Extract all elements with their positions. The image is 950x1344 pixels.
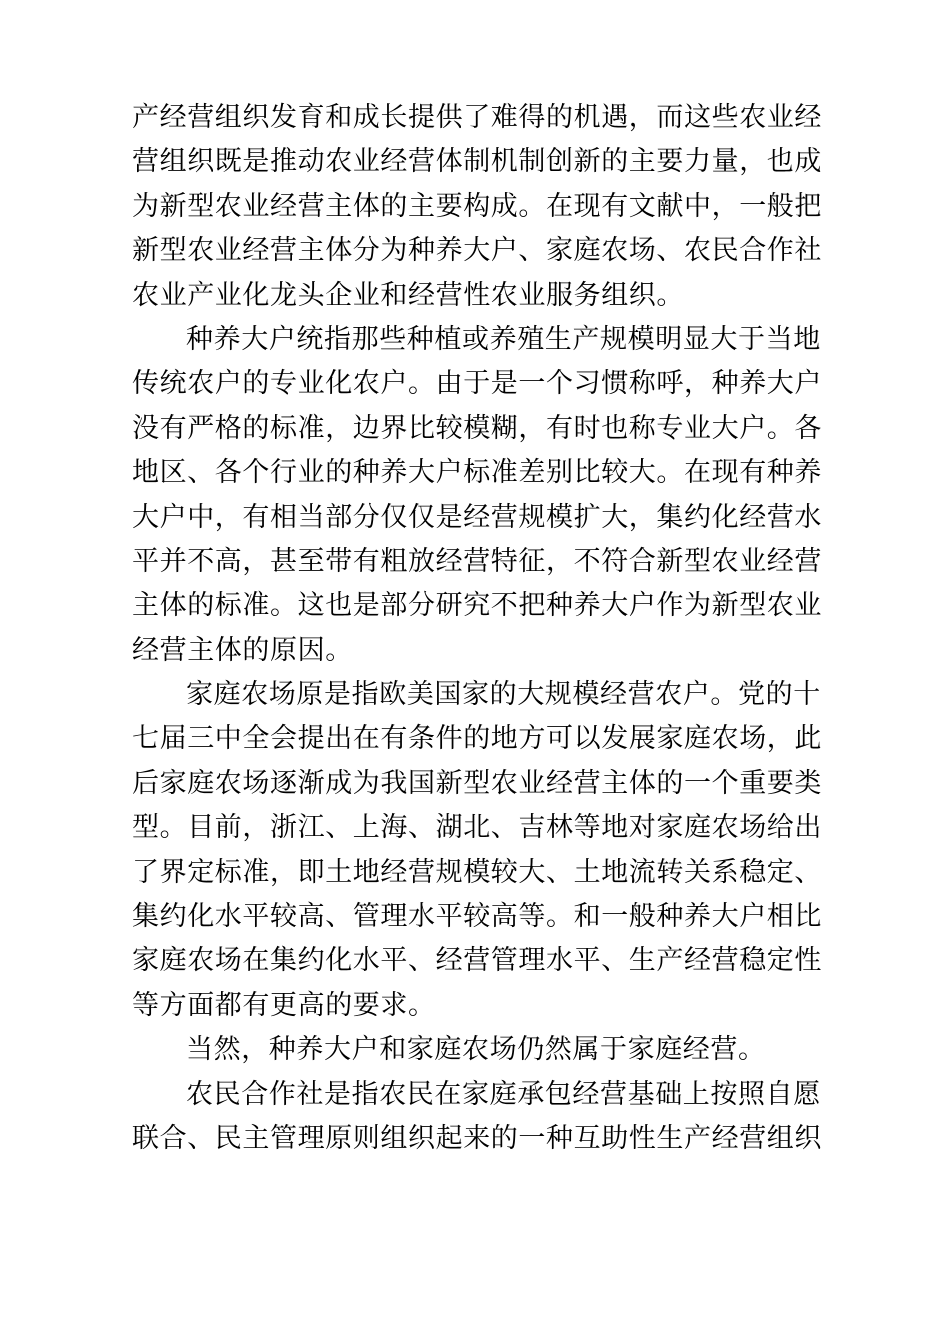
text-line: 经营主体的原因。 [132,634,353,666]
body-text [132,96,832,1161]
text-line: 型。目前，浙江、上海、湖北、吉林等地对家庭农场给出 [132,812,822,844]
text-line: 大户中，有相当部分仅仅是经营规模扩大，集约化经营水 [132,501,822,533]
text-line: 地区、各个行业的种养大户标准差别比较大。在现有种养 [132,457,822,489]
paragraph [132,1073,832,1162]
text-line: 传统农户的专业化农户。由于是一个习惯称呼，种养大户 [132,368,822,400]
text-line: 主体的标准。这也是部分研究不把种养大户作为新型农业 [132,590,822,622]
text-line: 没有严格的标准，边界比较模糊，有时也称专业大户。各 [132,412,822,444]
text-line: 家庭农场在集约化水平、经营管理水平、生产经营稳定性 [132,945,822,977]
paragraph [132,96,832,318]
text-line: 种养大户统指那些种植或养殖生产规模明显大于当地 [186,323,821,355]
text-line: 后家庭农场逐渐成为我国新型农业经营主体的一个重要类 [132,767,822,799]
text-line: 为新型农业经营主体的主要构成。在现有文献中，一般把 [132,190,822,222]
text-line: 农业产业化龙头企业和经营性农业服务组织。 [132,279,684,311]
text-line: 营组织既是推动农业经营体制机制创新的主要力量，也成 [132,146,822,178]
text-line: 家庭农场原是指欧美国家的大规模经营农户。党的十 [186,679,821,711]
text-line: 农民合作社是指农民在家庭承包经营基础上按照自愿 [186,1078,821,1110]
text-line: 当然，种养大户和家庭农场仍然属于家庭经营。 [186,1034,766,1066]
paragraph [132,318,832,673]
text-line: 产经营组织发育和成长提供了难得的机遇，而这些农业经 [132,102,822,133]
text-line: 平并不高，甚至带有粗放经营特征，不符合新型农业经营 [132,545,822,577]
text-line: 联合、民主管理原则组织起来的一种互助性生产经营组织 [132,1122,822,1154]
text-line: 等方面都有更高的要求。 [132,989,436,1021]
text-line: 集约化水平较高、管理水平较高等。和一般种养大户相比 [132,901,822,933]
paragraph [132,673,832,1028]
text-line: 七届三中全会提出在有条件的地方可以发展家庭农场，此 [132,723,822,755]
paragraph [132,1028,832,1072]
text-line: 了界定标准，即土地经营规模较大、土地流转关系稳定、 [132,856,822,888]
text-line: 新型农业经营主体分为种养大户、家庭农场、农民合作社 [132,235,822,267]
